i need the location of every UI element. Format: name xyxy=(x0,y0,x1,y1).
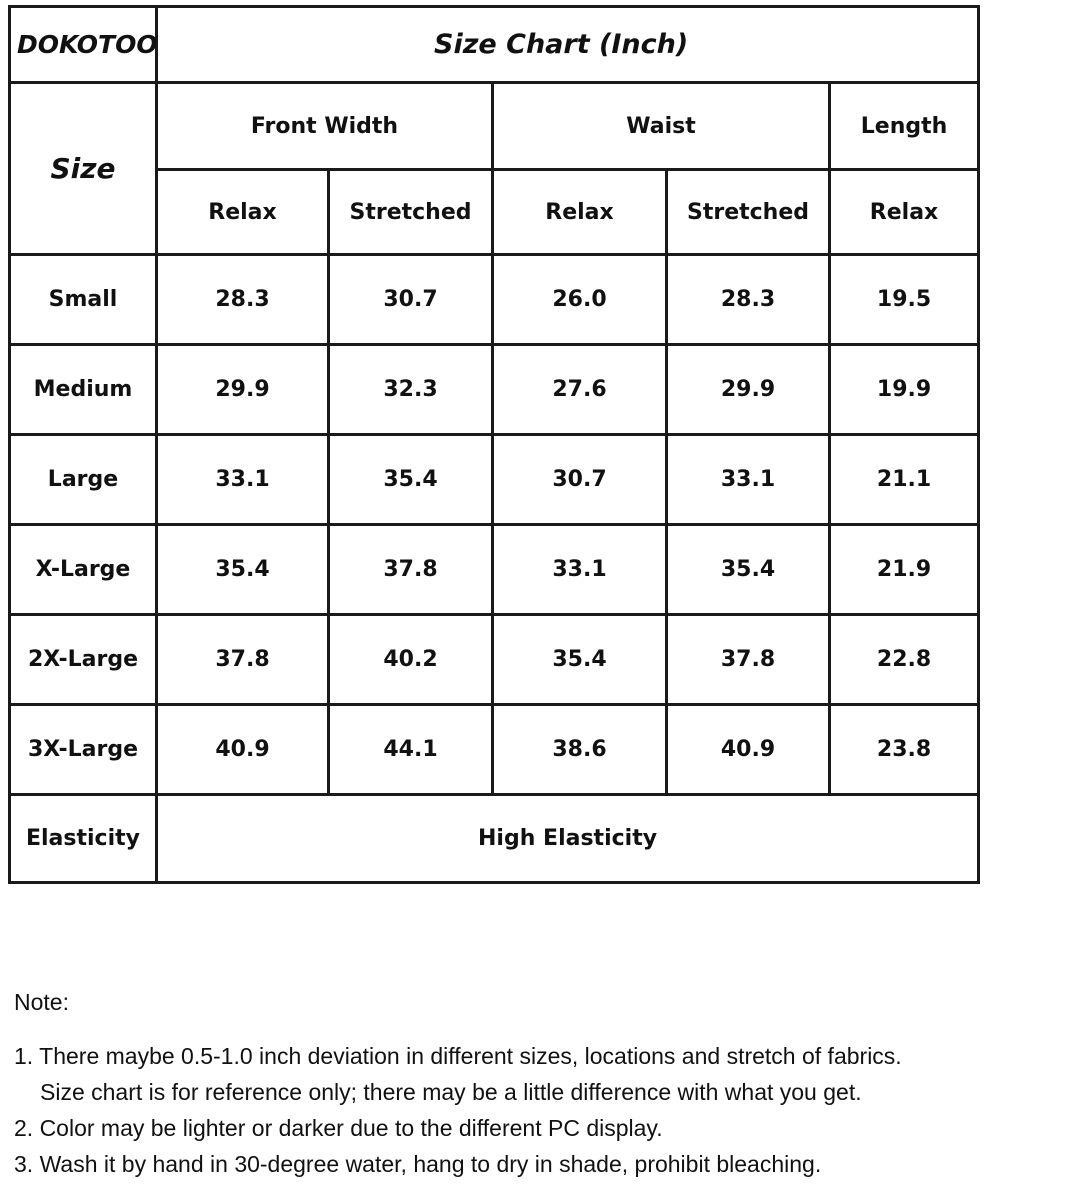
chart-title: Size Chart (Inch) xyxy=(157,7,979,83)
table-cell: 32.3 xyxy=(329,345,493,435)
group-header-row xyxy=(10,83,979,170)
notes-section xyxy=(14,984,1069,1182)
table-cell: 38.6 xyxy=(493,705,667,795)
group-header-waist: Waist xyxy=(493,83,830,170)
size-column-header: Size xyxy=(10,83,157,255)
title-row xyxy=(10,7,979,83)
table-cell: 19.9 xyxy=(830,345,979,435)
table-cell: 35.4 xyxy=(157,525,329,615)
table-cell: 40.9 xyxy=(157,705,329,795)
table-cell: 44.1 xyxy=(329,705,493,795)
table-cell: 33.1 xyxy=(157,435,329,525)
table-cell: 37.8 xyxy=(329,525,493,615)
size-label: Large xyxy=(10,435,157,525)
table-cell: 28.3 xyxy=(667,255,830,345)
size-label: Small xyxy=(10,255,157,345)
size-label: 2X-Large xyxy=(10,615,157,705)
group-header-front-width: Front Width xyxy=(157,83,493,170)
note-item: 1. There maybe 0.5-1.0 inch deviation in different sizes, locations and stretch of fabrics. xyxy=(14,1043,902,1069)
size-chart-table xyxy=(8,5,980,884)
subheader-cell: Relax xyxy=(493,170,667,255)
size-label: X-Large xyxy=(10,525,157,615)
table-cell: 27.6 xyxy=(493,345,667,435)
table-cell: 35.4 xyxy=(493,615,667,705)
table-row xyxy=(10,255,979,345)
table-row xyxy=(10,435,979,525)
subheader-cell: Relax xyxy=(830,170,979,255)
table-cell: 33.1 xyxy=(493,525,667,615)
table-cell: 40.9 xyxy=(667,705,830,795)
subheader-cell: Stretched xyxy=(329,170,493,255)
table-cell: 40.2 xyxy=(329,615,493,705)
table-cell: 35.4 xyxy=(667,525,830,615)
table-cell: 19.5 xyxy=(830,255,979,345)
table-row xyxy=(10,345,979,435)
table-cell: 29.9 xyxy=(667,345,830,435)
table-cell: 30.7 xyxy=(493,435,667,525)
table-row xyxy=(10,705,979,795)
subheader-cell: Relax xyxy=(157,170,329,255)
table-cell: 22.8 xyxy=(830,615,979,705)
table-cell: 21.9 xyxy=(830,525,979,615)
elasticity-row xyxy=(10,795,979,883)
table-cell: 21.1 xyxy=(830,435,979,525)
size-label: 3X-Large xyxy=(10,705,157,795)
brand-name: DOKOTOO xyxy=(10,7,157,83)
table-cell: 26.0 xyxy=(493,255,667,345)
notes-title: Note: xyxy=(14,989,69,1015)
table-cell: 37.8 xyxy=(157,615,329,705)
subheader-cell: Stretched xyxy=(667,170,830,255)
note-item: 3. Wash it by hand in 30-degree water, hang to dry in shade, prohibit bleaching. xyxy=(14,1151,822,1177)
size-label: Medium xyxy=(10,345,157,435)
table-cell: 37.8 xyxy=(667,615,830,705)
table-cell: 30.7 xyxy=(329,255,493,345)
note-item: 2. Color may be lighter or darker due to the different PC display. xyxy=(14,1115,663,1141)
group-header-length: Length xyxy=(830,83,979,170)
table-cell: 28.3 xyxy=(157,255,329,345)
table-row xyxy=(10,525,979,615)
table-cell: 29.9 xyxy=(157,345,329,435)
table-cell: 33.1 xyxy=(667,435,830,525)
table-cell: 35.4 xyxy=(329,435,493,525)
note-item-continuation: Size chart is for reference only; there may be a little difference with what you get. xyxy=(40,1079,862,1105)
elasticity-value: High Elasticity xyxy=(157,795,979,883)
elasticity-label: Elasticity xyxy=(10,795,157,883)
table-row xyxy=(10,615,979,705)
table-cell: 23.8 xyxy=(830,705,979,795)
